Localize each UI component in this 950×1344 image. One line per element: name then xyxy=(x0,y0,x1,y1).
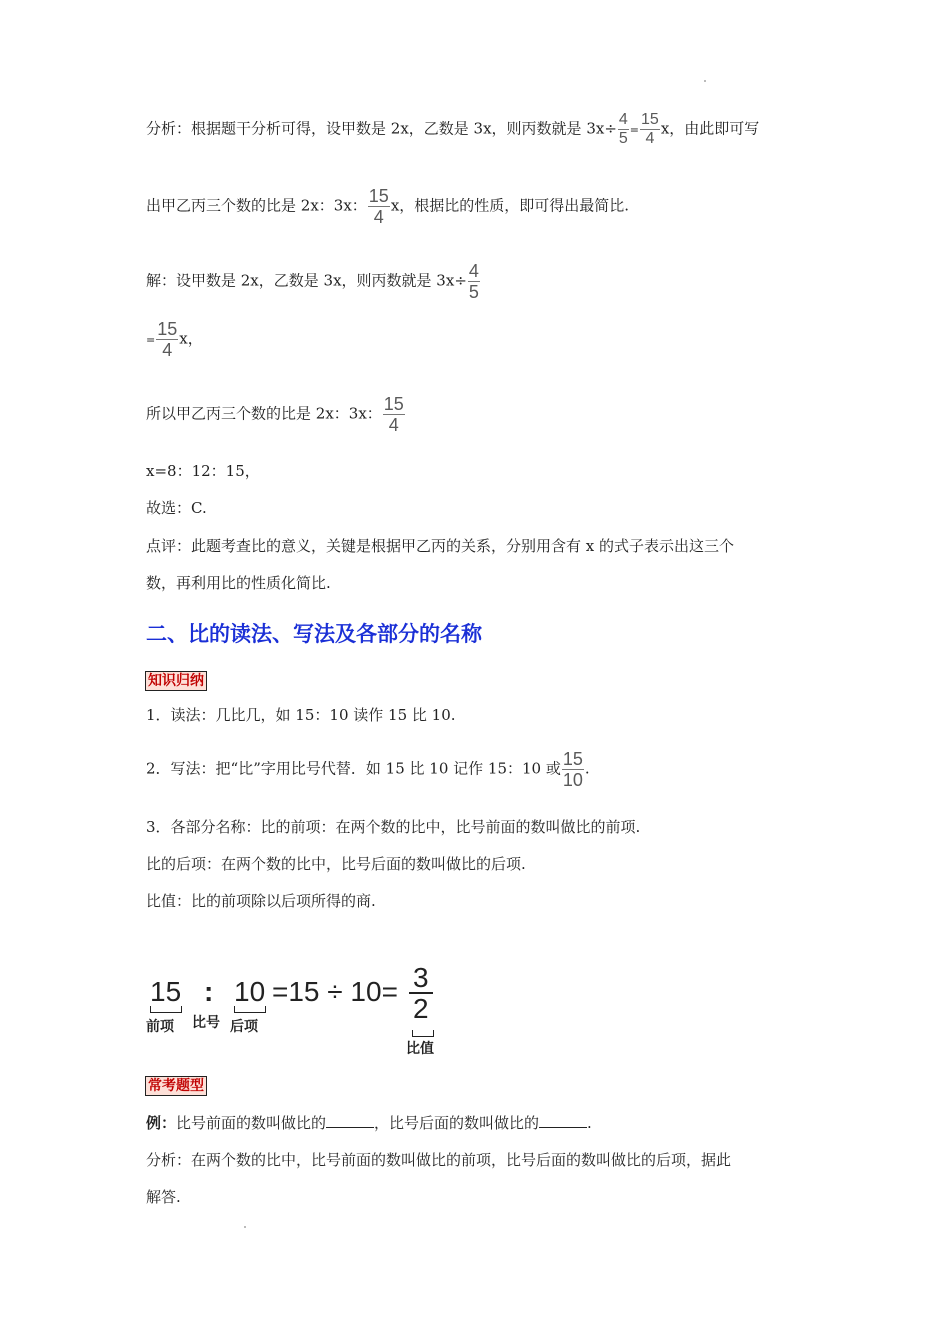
analysis-text: 出甲乙丙三个数的比是 2x：3x： xyxy=(146,196,367,215)
item-reading: 1．读法：几比几，如 15：10 读作 15 比 10. xyxy=(146,706,456,724)
denominator: 4 xyxy=(373,207,384,227)
numerator: 15 xyxy=(641,111,659,128)
example-analysis-2: 解答. xyxy=(146,1188,181,1206)
page-mark-bottom xyxy=(244,1226,246,1228)
denominator: 2 xyxy=(413,993,429,1024)
solution-text: 所以甲乙丙三个数的比是 2x：3x： xyxy=(146,404,382,423)
answer-blank-1[interactable] xyxy=(326,1113,374,1128)
analysis-text: 分析：根据题干分析可得，设甲数是 2x，乙数是 3x，则丙数就是 3x÷ xyxy=(146,119,617,138)
front-bracket xyxy=(150,1006,182,1013)
fraction xyxy=(640,112,660,147)
fraction xyxy=(368,187,390,226)
example-text: ，比号后面的数叫做比的 xyxy=(374,1114,540,1132)
ratio-value-fraction xyxy=(409,964,433,1023)
value-bracket xyxy=(412,1030,434,1037)
example-text: 比号前面的数叫做比的 xyxy=(176,1114,327,1132)
answer-blank-2[interactable] xyxy=(539,1113,587,1128)
ratio-colon: : xyxy=(204,976,214,1007)
fraction xyxy=(156,320,178,359)
solution-text: x， xyxy=(179,329,203,348)
comment-line-2: 数，再利用比的性质化简比. xyxy=(146,574,331,592)
back-bracket xyxy=(234,1006,266,1013)
denominator: 5 xyxy=(618,130,628,147)
front-term: 15 xyxy=(150,976,182,1007)
equals-sign: = xyxy=(629,123,640,137)
solution-line-1 xyxy=(146,262,481,301)
fraction xyxy=(468,262,480,301)
back-label: 后项 xyxy=(230,1019,258,1035)
front-label: 前项 xyxy=(146,1019,174,1035)
numerator: 4 xyxy=(618,111,628,128)
denominator: 4 xyxy=(162,340,173,360)
value-label: 比值 xyxy=(406,1041,434,1057)
division-expression: =15 ÷ 10= xyxy=(272,976,398,1007)
numerator: 15 xyxy=(383,394,404,414)
numerator: 15 xyxy=(368,186,389,206)
solution-line-4: x=8：12：15， xyxy=(146,462,260,480)
back-term: 10 xyxy=(234,976,266,1007)
example-line xyxy=(146,1113,592,1133)
equals-sign: = xyxy=(146,333,156,347)
numerator: 3 xyxy=(409,964,433,994)
solution-text: 解：设甲数是 2x，乙数是 3x，则丙数就是 3x÷ xyxy=(146,271,467,290)
numerator: 4 xyxy=(468,261,479,281)
denominator: 5 xyxy=(468,282,479,302)
solution-line-2 xyxy=(146,320,203,359)
comment-line-1: 点评：此题考查比的意义，关键是根据甲乙丙的关系，分别用含有 x 的式子表示出这三个 xyxy=(146,537,734,555)
answer-line: 故选：C. xyxy=(146,499,207,517)
knowledge-tag: 知识归纳 xyxy=(145,671,207,691)
item-writing xyxy=(146,750,590,789)
numerator: 15 xyxy=(157,319,178,339)
exam-tag: 常考题型 xyxy=(145,1076,207,1096)
denominator: 4 xyxy=(388,415,399,435)
fraction xyxy=(383,395,405,434)
analysis-line-2 xyxy=(146,187,629,226)
section-heading: 二、比的读法、写法及各部分的名称 xyxy=(146,622,482,646)
fraction xyxy=(618,112,629,147)
analysis-line-1 xyxy=(146,112,759,147)
example-text: . xyxy=(587,1114,592,1132)
sign-label: 比号 xyxy=(192,1015,220,1031)
ratio-diagram xyxy=(146,962,456,1057)
item-text: 2．写法：把“比”字用比号代替．如 15 比 10 记作 15：10 或 xyxy=(146,759,561,778)
analysis-text: x，由此即可写 xyxy=(660,119,760,138)
fraction xyxy=(562,750,584,789)
item-ratio-value: 比值：比的前项除以后项所得的商. xyxy=(146,892,376,910)
item-back-term: 比的后项：在两个数的比中，比号后面的数叫做比的后项. xyxy=(146,855,526,873)
example-label: 例： xyxy=(146,1114,177,1132)
example-analysis-1: 分析：在两个数的比中，比号前面的数叫做比的前项，比号后面的数叫做比的后项，据此 xyxy=(146,1151,732,1169)
item-text: . xyxy=(584,759,590,778)
solution-line-3 xyxy=(146,395,406,434)
denominator: 10 xyxy=(562,770,583,790)
item-parts: 3．各部分名称：比的前项：在两个数的比中，比号前面的数叫做比的前项. xyxy=(146,818,641,836)
analysis-text: x，根据比的性质，即可得出最简比. xyxy=(390,196,630,215)
denominator: 4 xyxy=(645,130,655,147)
numerator: 15 xyxy=(562,749,583,769)
page-mark-top xyxy=(704,80,706,82)
